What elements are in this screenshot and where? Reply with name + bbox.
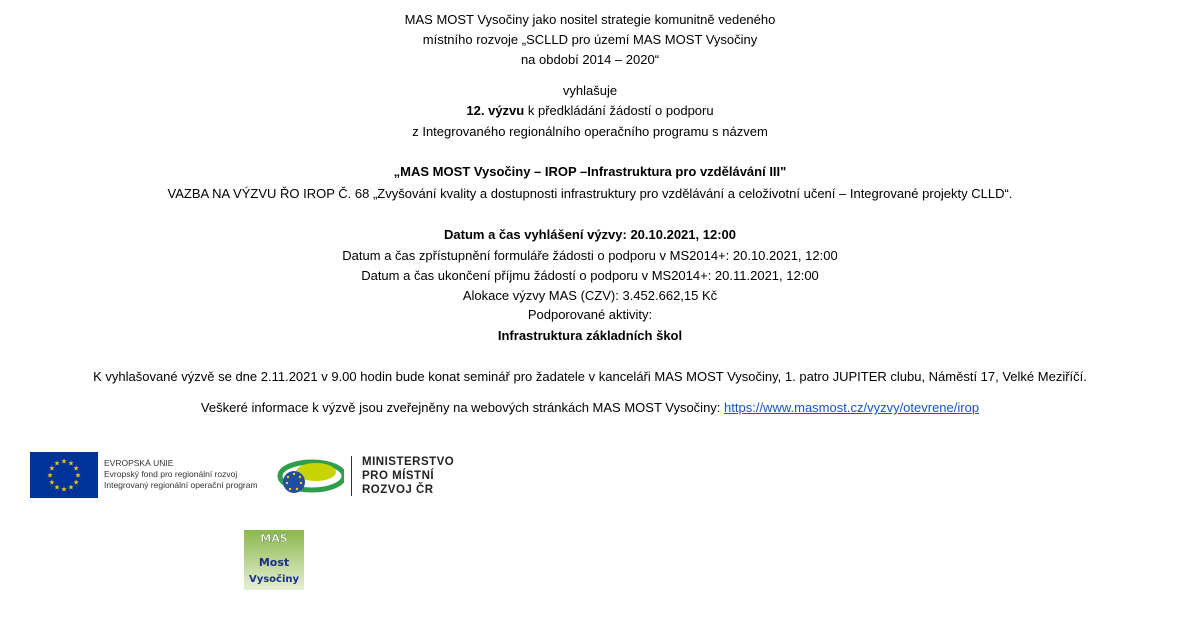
date-intake-end: Datum a čas ukončení příjmu žádostí o podporu v MS2014+: 20.11.2021, 12:00 [361,268,819,283]
announce-verb: vyhlašuje [562,83,618,98]
mmr-line-1: MINISTERSTVO [362,456,455,468]
mmr-line-3: ROZVOJ ČR [362,484,434,496]
eu-star-icon: ★ [60,458,68,466]
seminar-text: K vyhlašované výzvě se dne 2.11.2021 v 9.00 hodin bude konat seminář pro žadatele v kanceláři MAS MOST Vysočiny, 1. patro JUPITER clubu, Náměstí 17, Velké Meziříčí. [93,369,1087,384]
info-text: Veškeré informace k výzvě jsou zveřejněny na webových stránkách MAS MOST Vysočiny: [200,400,725,415]
eu-star-icon: ★ [74,472,82,480]
call-number: 12. výzvu [466,103,525,118]
mas-logo-word-3: Vysočiny [248,574,300,585]
call-number-line [0,103,1180,118]
eu-logo-text [104,458,258,491]
mmr-emblem-icon [276,454,344,498]
eu-logo-line-2: Evropský fond pro regionální rozvoj [104,469,238,479]
eu-flag-icon [30,452,98,498]
activities-label: Podporované aktivity: [527,307,653,322]
header-line-3: na období 2014 – 2020“ [520,52,660,67]
mas-logo-word-2: Most [258,556,290,569]
mmr-line-2: PRO MÍSTNÍ [362,470,435,482]
activity: Infrastruktura základních škol [497,328,683,343]
eu-star-icon: ★ [60,486,68,494]
eu-star-icon: ★ [48,465,56,473]
mmr-divider [351,456,352,496]
eu-logo-line-3: Integrovaný regionální operační program [104,480,258,490]
info-line [0,400,1180,415]
program-line: z Integrovaného regionálního operačního programu s názvem [412,124,768,139]
eu-star-icon: ★ [46,472,54,480]
eu-star-icon: ★ [48,479,56,487]
eu-star-icon: ★ [72,479,80,487]
header-line-1: MAS MOST Vysočiny jako nositel strategie komunitně vedeného [404,12,776,27]
eu-star-icon: ★ [67,484,75,492]
allocation: Alokace výzvy MAS (CZV): 3.452.662,15 Kč [462,288,718,303]
header-line-2: místního rozvoje „SCLLD pro území MAS MOST Vysočiny [422,32,758,47]
mmr-logo-text [362,455,454,497]
eu-star-icon: ★ [72,465,80,473]
eu-star-icon: ★ [67,460,75,468]
irop-link[interactable]: https://www.masmost.cz/vyzvy/otevrene/irop [724,400,980,415]
mas-most-logo [244,530,304,590]
mas-logo-word-1: MAS [260,532,288,545]
eu-star-icon: ★ [53,460,61,468]
date-announced: Datum a čas vyhlášení výzvy: 20.10.2021, 12:00 [444,227,736,242]
call-title: „MAS MOST Vysočiny – IROP –Infrastruktura pro vzdělávání III" [393,164,787,179]
call-link-text: VAZBA NA VÝZVU ŘO IROP Č. 68 „Zvyšování kvality a dostupnosti infrastruktury pro vzdělávání a celoživotní učení – Integrované projekty CLLD“. [167,186,1013,201]
eu-logo-line-1: EVROPSKÁ UNIE [104,458,174,468]
eu-star-icon: ★ [53,484,61,492]
date-form-open: Datum a čas zpřístupnění formuláře žádosti o podporu v MS2014+: 20.10.2021, 12:00 [342,248,838,263]
call-purpose: k předkládání žádostí o podporu [524,103,714,118]
